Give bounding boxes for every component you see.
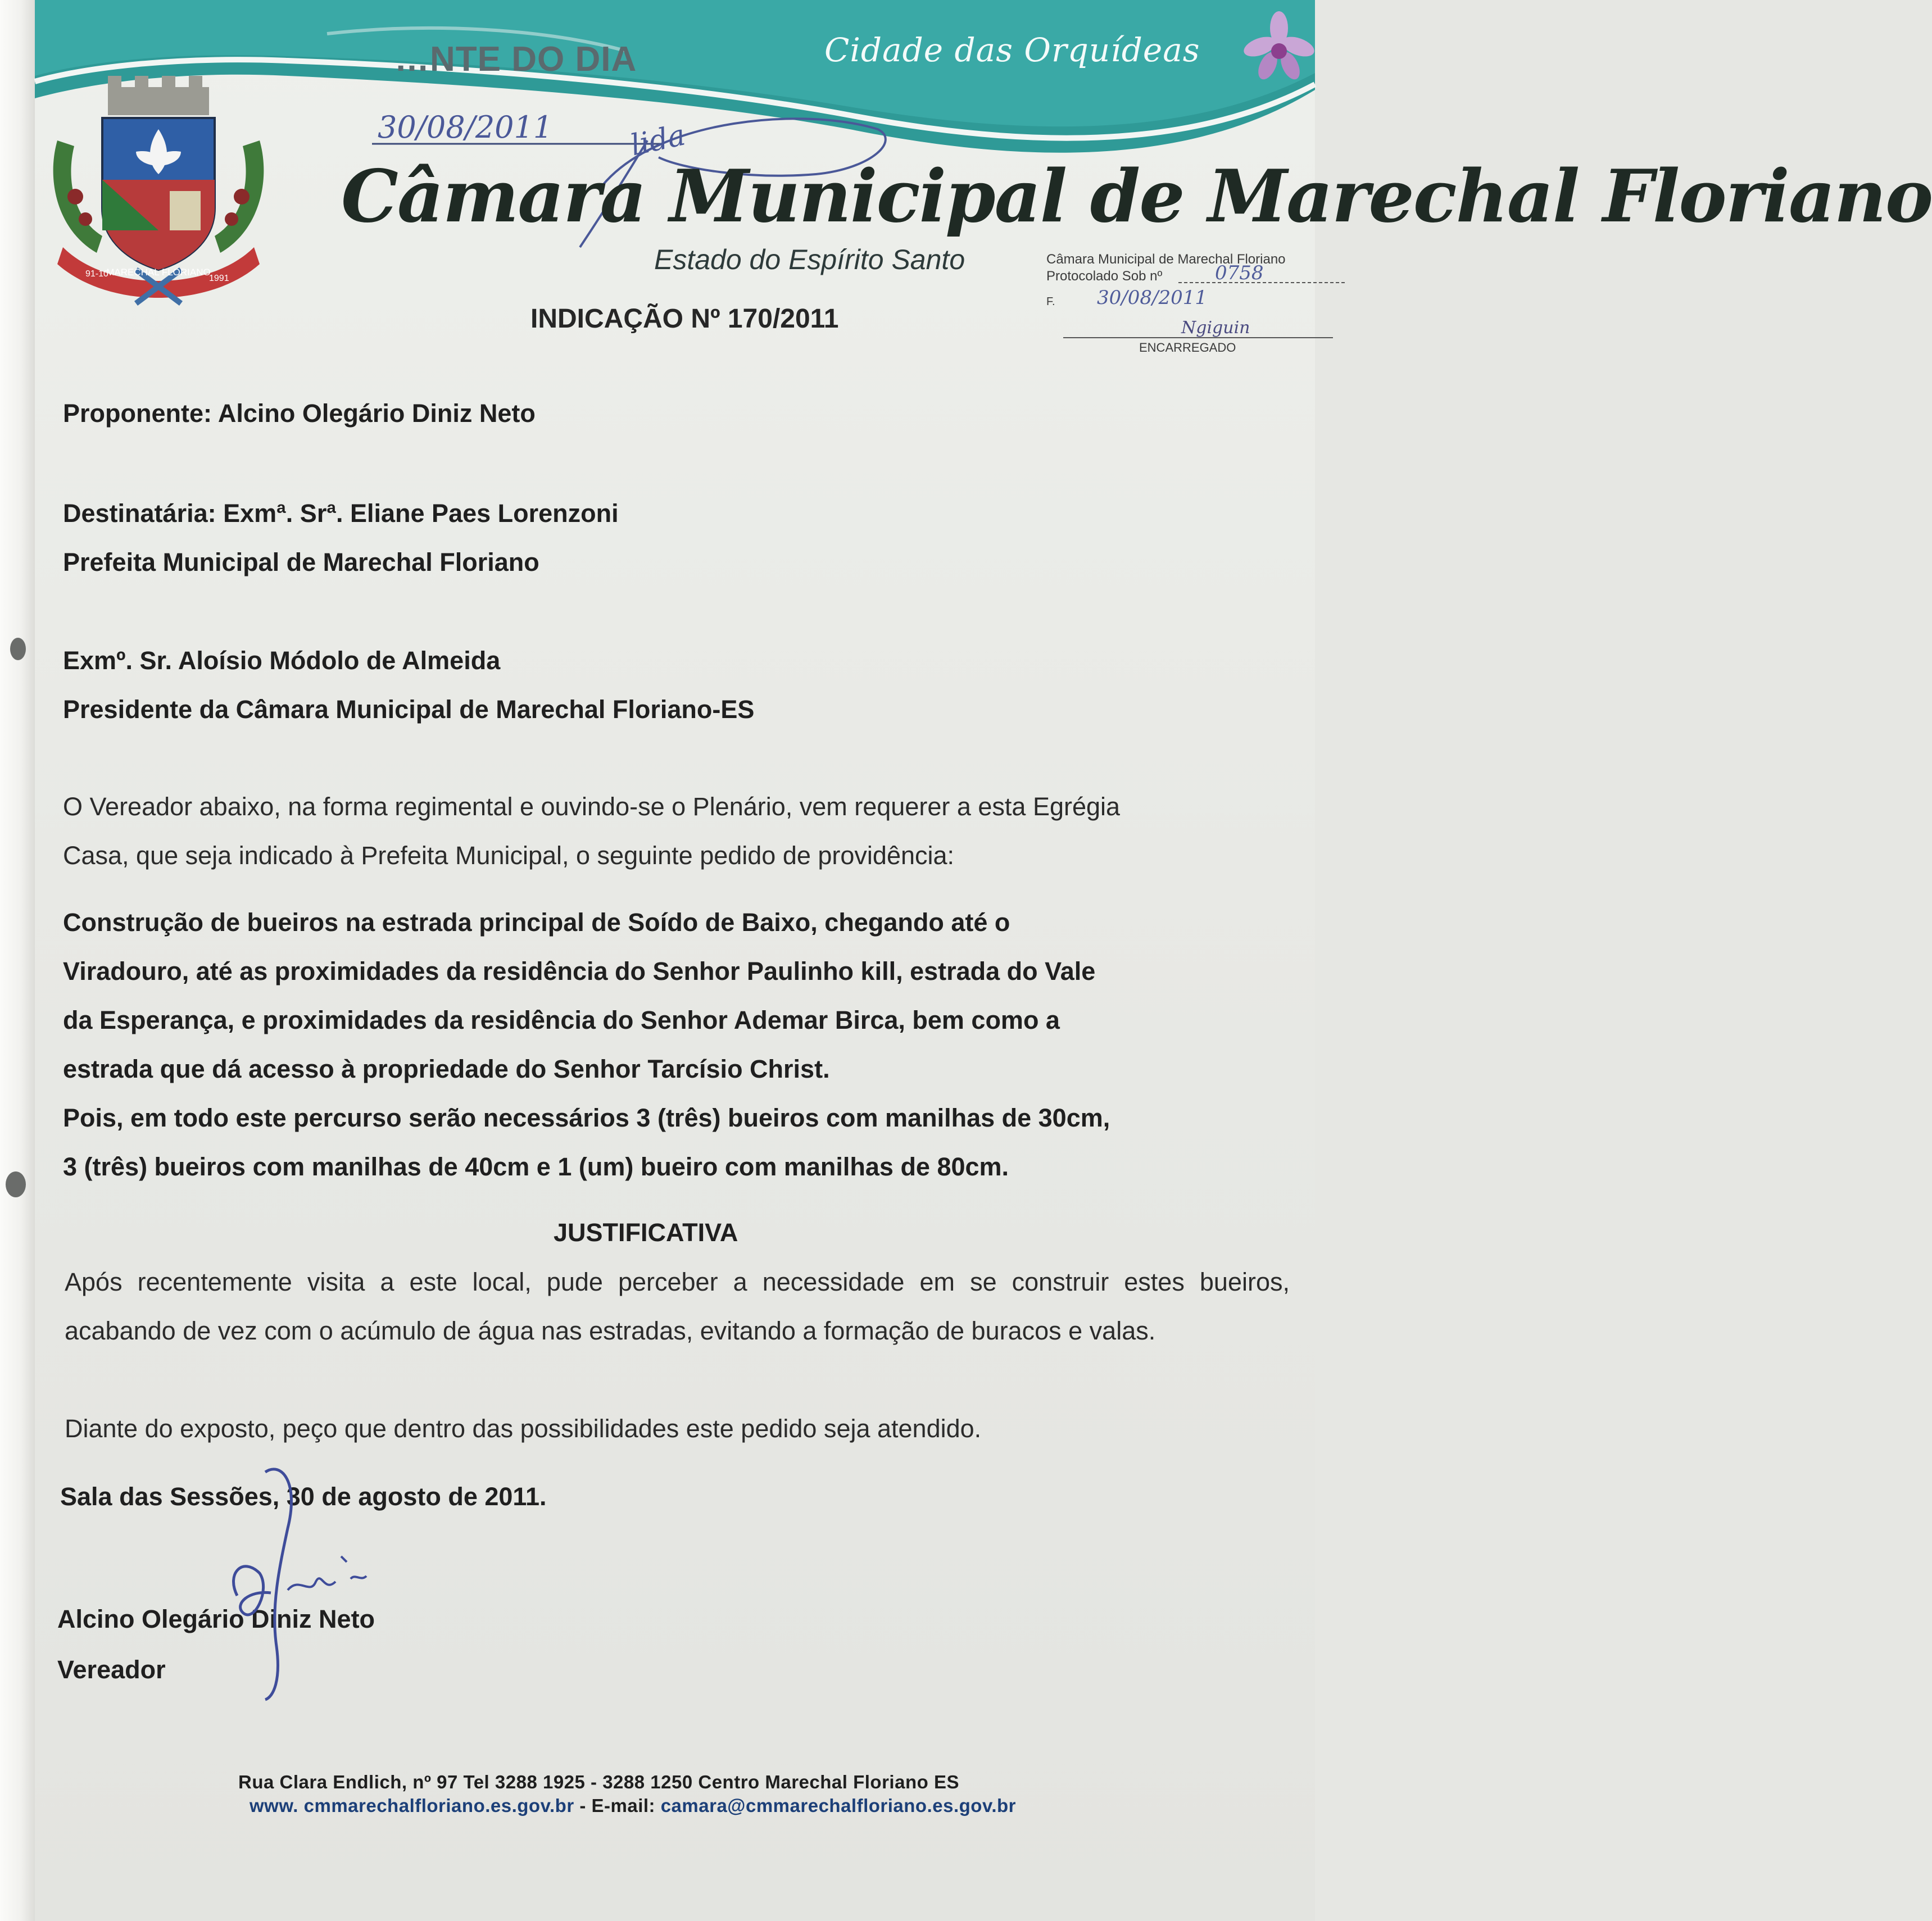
coat-of-arms-text: MARECHAL FLORIANO <box>106 267 211 278</box>
proponente: Proponente: Alcino Olegário Diniz Neto <box>63 399 536 428</box>
footer-contacts <box>250 1795 1016 1816</box>
protocol-stamp <box>1046 252 1350 364</box>
handwritten-signature <box>203 1461 372 1708</box>
ordem-note-handwritten: lida <box>627 118 688 163</box>
justificativa-closing: Diante do exposto, peço que dentro das possibilidades este pedido seja atendido. <box>65 1414 982 1443</box>
pedido-line4: estrada que dá acesso à propriedade do Senhor Tarcísio Christ. <box>63 1055 830 1083</box>
coat-of-arms-year-left: 91-10 <box>85 269 108 279</box>
stamp-line-chamber: Câmara Municipal de Marechal Floriano <box>1046 252 1286 267</box>
indicacao-number: INDICAÇÃO Nº 170/2011 <box>530 304 839 334</box>
stamp-line-protocol: Protocolado Sob nº <box>1046 269 1163 284</box>
stamp-number-line <box>1178 281 1347 284</box>
stamp-role: ENCARREGADO <box>1139 340 1236 355</box>
stamp-signature: Ngiguin <box>1181 318 1250 338</box>
pedido-line3: da Esperança, e proximidades da residência do Senhor Ademar Birca, bem como a <box>63 1006 1060 1034</box>
destinataria-line1: Destinatária: Exmª. Srª. Eliane Paes Lorenzoni <box>63 499 619 528</box>
cidade-tagline: Cidade das Orquídeas <box>824 31 1200 69</box>
signatory-name: Alcino Olegário Diniz Neto <box>57 1605 375 1633</box>
pedido-line2: Viradouro, até as proximidades da residência do Senhor Paulinho kill, estrada do Vale <box>63 957 1096 986</box>
page-edge <box>0 0 35 1921</box>
footer-email[interactable]: camara@cmmarechalfloriano.es.gov.br <box>660 1795 1017 1816</box>
signatory-role: Vereador <box>57 1655 166 1684</box>
sala-das-sessoes: Sala das Sessões, 30 de agosto de 2011. <box>60 1482 547 1511</box>
orchid-icon <box>1243 8 1315 93</box>
intro-line2: Casa, que seja indicado à Prefeita Municipal, o seguinte pedido de providência: <box>63 841 955 870</box>
footer-website[interactable]: www. cmmarechalfloriano.es.gov.br <box>250 1795 574 1816</box>
presidente-line2: Presidente da Câmara Municipal de Marechal Floriano-ES <box>63 695 755 724</box>
pedido-line1: Construção de bueiros na estrada principal de Soído de Baixo, chegando até o <box>63 908 1010 937</box>
pedido-line6: 3 (três) bueiros com manilhas de 40cm e 1 (um) bueiro com manilhas de 80cm. <box>63 1152 1009 1181</box>
destinataria-line2: Prefeita Municipal de Marechal Floriano <box>63 548 539 576</box>
stamp-date: 30/08/2011 <box>1097 287 1207 309</box>
stamp-signature-line <box>1063 336 1333 339</box>
binder-hole-top <box>10 638 26 660</box>
footer-email-label: - E-mail: <box>574 1795 661 1816</box>
stamp-number: 0758 <box>1215 262 1264 284</box>
justificativa-paragraph: Após recentemente visita a este local, pude perceber a necessidade em se construir estes bueiros, acabando de vez com o acúmulo de água nas estradas, evitando a formação de buracos e valas. <box>65 1268 1290 1345</box>
intro-line1: O Vereador abaixo, na forma regimental e ouvindo-se o Plenário, vem requerer a esta Egrégia <box>63 792 1121 821</box>
chamber-title: Câmara Municipal de Marechal Floriano <box>341 155 1932 239</box>
coat-of-arms-year-right: 1991 <box>209 274 229 283</box>
stamp-line-f: F. <box>1046 296 1055 308</box>
ordem-date-handwritten: 30/08/2011 <box>378 110 553 145</box>
state-subtitle: Estado do Espírito Santo <box>654 244 965 275</box>
pedido-line5: Pois, em todo este percurso serão necessários 3 (três) bueiros com manilhas de 30cm, <box>63 1103 1110 1132</box>
presidente-line1: Exmº. Sr. Aloísio Módolo de Almeida <box>63 646 501 675</box>
justificativa-heading: JUSTIFICATIVA <box>554 1218 738 1247</box>
binder-hole-bottom <box>6 1171 26 1197</box>
municipal-coat-of-arms <box>40 67 276 303</box>
document-page <box>35 0 1932 1921</box>
ordem-do-dia-label: …NTE DO DIA <box>394 40 637 79</box>
footer-address: Rua Clara Endlich, nº 97 Tel 3288 1925 - 3288 1250 Centro Marechal Floriano ES <box>238 1772 959 1792</box>
